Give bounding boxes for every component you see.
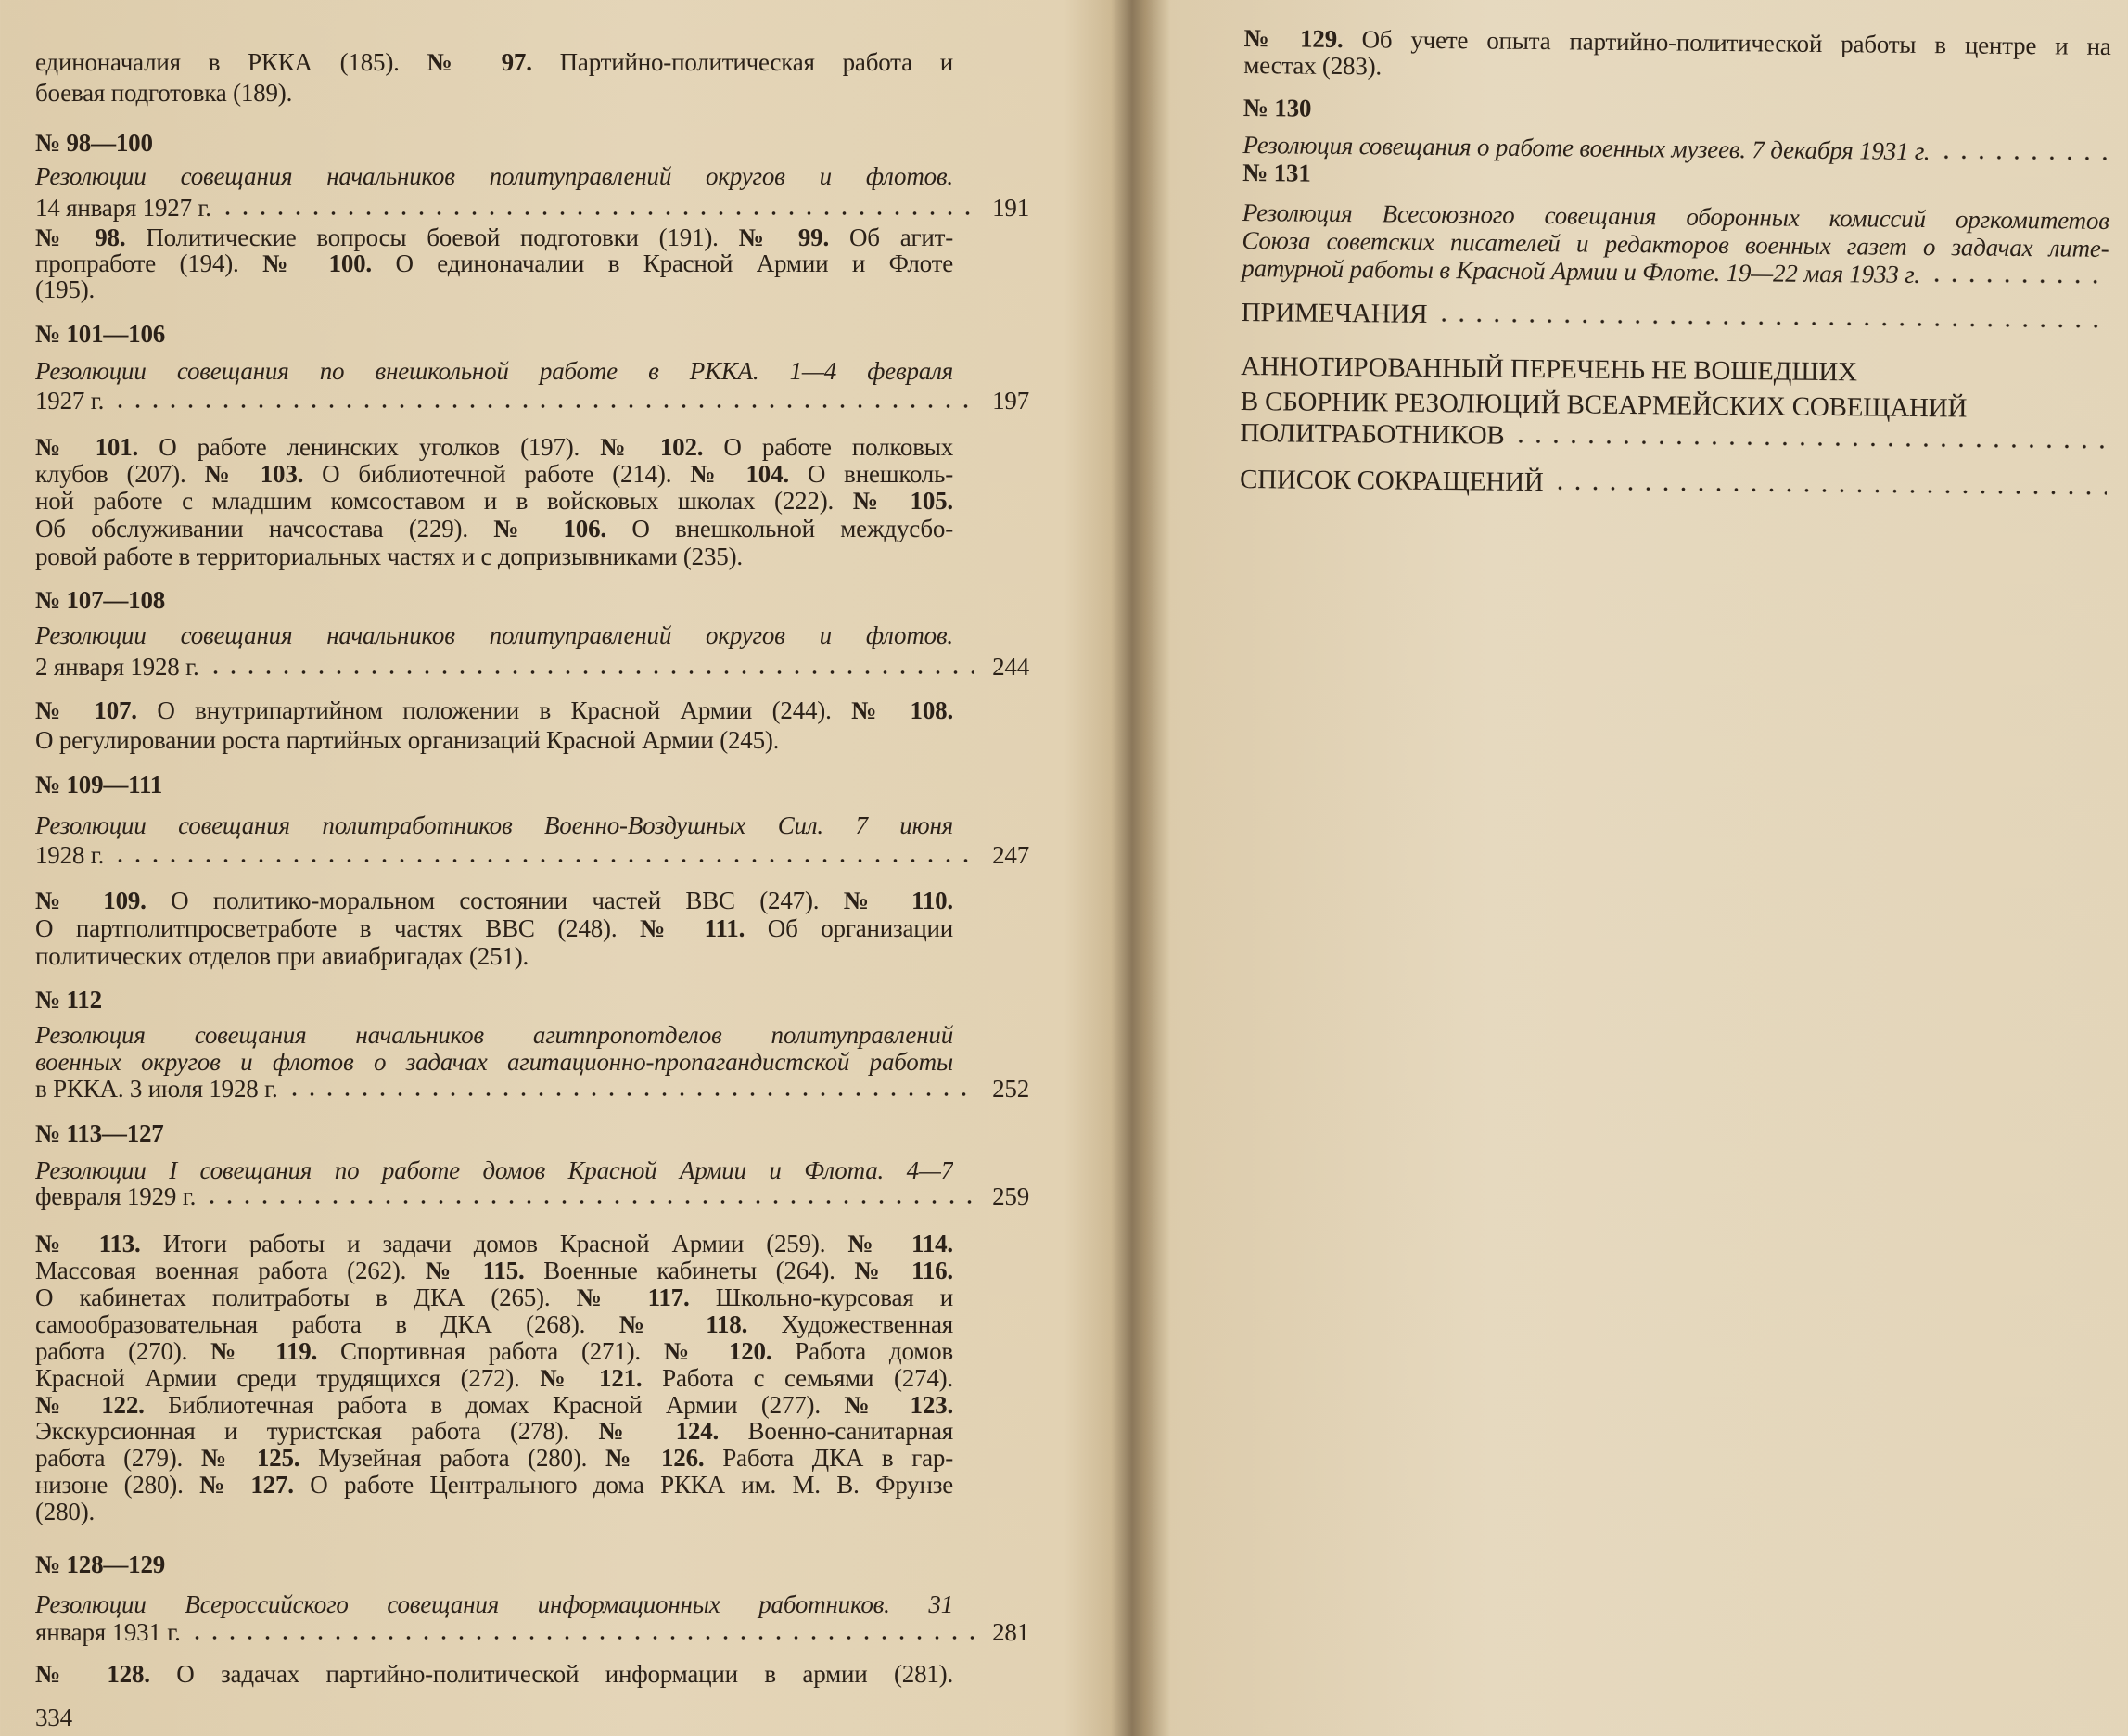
text-line: О партполитпросветработе в частях ВВС (248). № 111. Об организации bbox=[35, 914, 953, 942]
toc-entry bbox=[1240, 418, 2107, 456]
page-reference: 191 bbox=[992, 194, 1029, 222]
text-line: боевая подготовка (189). bbox=[35, 79, 293, 107]
entry-text: СПИСОК СОКРАЩЕНИЙ bbox=[1239, 464, 1544, 498]
dot-leader bbox=[188, 1635, 974, 1640]
page-reference: 259 bbox=[992, 1182, 1029, 1210]
entry-text: ПРИМЕЧАНИЯ bbox=[1241, 297, 1428, 329]
dot-leader bbox=[111, 858, 974, 863]
entry-text: февраля 1929 г. bbox=[35, 1182, 197, 1210]
page-number: 334 bbox=[35, 1704, 72, 1731]
section-heading: № 113—127 bbox=[35, 1119, 164, 1147]
entry-text: 1928 г. bbox=[35, 841, 105, 869]
text-line: Красной Армии среди трудящихся (272). № 121. Работа с семьями (274). bbox=[35, 1364, 953, 1392]
dot-leader bbox=[1550, 485, 2107, 496]
resolution-title-line: военных округов и флотов о задачах агитационно-пропагандистской работы bbox=[35, 1048, 953, 1076]
resolution-title-line bbox=[35, 652, 1029, 682]
toc-entry bbox=[1240, 465, 2107, 503]
resolution-title-line: Резолюции совещания по внешкольной работе в РККА. 1—4 февраля bbox=[35, 357, 953, 385]
dot-leader bbox=[111, 403, 974, 409]
text-line: № 113. Итоги работы и задачи домов Красной Армии (259). № 114. bbox=[35, 1230, 953, 1257]
entry-text: в РККА. 3 июля 1928 г. bbox=[35, 1075, 278, 1103]
resolution-title-line bbox=[35, 386, 1029, 415]
dot-leader bbox=[207, 670, 975, 675]
section-heading: № 101—106 bbox=[35, 320, 166, 348]
section-heading: № 98—100 bbox=[35, 129, 153, 157]
entry-text: января 1931 г. bbox=[35, 1618, 181, 1646]
resolution-title-line: Резолюции совещания начальников политуправлений округов и флотов. bbox=[35, 162, 953, 190]
dot-leader bbox=[203, 1199, 974, 1205]
resolution-title-line bbox=[35, 1074, 1029, 1104]
text-line: (280). bbox=[35, 1498, 96, 1525]
text-line: № 109. О политико-моральном состоянии частей ВВС (247). № 110. bbox=[35, 887, 953, 914]
resolution-title-line: Резолюция Всесоюзного совещания оборонных комиссий оргкомитетов bbox=[1242, 198, 2109, 235]
text-line: Экскурсионная и туристская работа (278). № 124. Военно-санитарная bbox=[35, 1417, 953, 1445]
text-line: Массовая военная работа (262). № 115. Военные кабинеты (264). № 116. bbox=[35, 1257, 953, 1284]
text-line: местах (283). bbox=[1243, 50, 1383, 81]
resolution-title-line: Союза советских писателей и редакторов военных газет о задачах лите- bbox=[1242, 225, 2109, 262]
section-heading: № 131 bbox=[1242, 158, 1311, 187]
dot-leader bbox=[219, 211, 974, 216]
dot-leader bbox=[1937, 154, 2109, 161]
text-line: О регулировании роста партийных организаций Красной Армии (245). bbox=[35, 726, 780, 754]
text-line: клубов (207). № 103. О библиотечной работе (214). № 104. О внешколь- bbox=[35, 460, 953, 488]
text-line: политических отделов при авиабригадах (251). bbox=[35, 942, 529, 970]
text-line: № 107. О внутрипартийном положении в Красной Армии (244). № 108. bbox=[35, 696, 953, 724]
section-heading: № 112 bbox=[35, 986, 102, 1014]
section-heading: № 107—108 bbox=[35, 586, 166, 614]
toc-entry bbox=[1242, 298, 2109, 336]
text-line: О кабинетах политработы в ДКА (265). № 117. Школьно-курсовая и bbox=[35, 1283, 953, 1311]
resolution-title-line: Резолюции I совещания по работе домов Красной Армии и Флота. 4—7 bbox=[35, 1156, 953, 1184]
text-line: низоне (280). № 127. О работе Центрального дома РККА им. М. В. Фрунзе bbox=[35, 1471, 953, 1499]
resolution-title-line bbox=[35, 193, 1029, 223]
resolution-title-line: Резолюции совещания политработников Военно-Воздушных Сил. 7 июня bbox=[35, 811, 953, 839]
entry-text: ПОЛИТРАБОТНИКОВ bbox=[1240, 417, 1505, 451]
dot-leader bbox=[1434, 317, 2108, 329]
resolution-title-line bbox=[35, 1181, 1029, 1211]
text-line: № 128. О задачах партийно-политической информации в армии (281). bbox=[35, 1660, 953, 1688]
resolution-title-line: Резолюция совещания начальников агитпропотделов политуправлений bbox=[35, 1021, 953, 1049]
page-reference: 197 bbox=[992, 387, 1029, 415]
text-line: ной работе с младшим комсоставом и в войсковых школах (222). № 105. bbox=[35, 487, 953, 515]
text-line: Об обслуживании начсостава (229). № 106. О внешкольной междусбо- bbox=[35, 515, 953, 542]
text-line: № 129. Об учете опыта партийно-политической работы в центре и на bbox=[1243, 23, 2111, 60]
resolution-title-line bbox=[35, 1617, 1029, 1647]
text-line: (195). bbox=[35, 275, 96, 303]
dot-leader bbox=[286, 1091, 975, 1097]
entry-text: 1927 г. bbox=[35, 387, 105, 415]
text-line: единоначалия в РККА (185). № 97. Партийно-политическая работа и bbox=[35, 48, 953, 76]
text-line: работа (270). № 119. Спортивная работа (271). № 120. Работа домов bbox=[35, 1337, 953, 1365]
entry-text: Резолюция совещания о работе военных музеев. 7 декабря 1931 г. bbox=[1242, 130, 1930, 166]
section-heading: № 128—129 bbox=[35, 1551, 166, 1578]
page-reference: 247 bbox=[992, 841, 1029, 869]
text-line: работа (279). № 125. Музейная работа (280). № 126. Работа ДКА в гар- bbox=[35, 1444, 953, 1472]
page-reference: 252 bbox=[992, 1075, 1029, 1103]
section-heading: № 130 bbox=[1242, 93, 1312, 122]
page-reference: 281 bbox=[992, 1618, 1029, 1646]
entry-text: ратурной работы в Красной Армии и Флоте. 19—22 мая 1933 г. bbox=[1242, 253, 1920, 288]
text-line: № 101. О работе ленинских уголков (197). № 102. О работе полковых bbox=[35, 433, 953, 461]
page-reference: 244 bbox=[992, 653, 1029, 681]
section-heading: № 109—111 bbox=[35, 771, 163, 798]
dot-leader bbox=[1928, 277, 2109, 285]
text-line: пропработе (194). № 100. О единоначалии в Красной Армии и Флоте bbox=[35, 249, 953, 277]
resolution-title-line: Резолюции Всероссийского совещания информационных работников. 31 bbox=[35, 1590, 953, 1618]
text-line: № 122. Библиотечная работа в домах Красной Армии (277). № 123. bbox=[35, 1391, 953, 1419]
text-line: № 98. Политические вопросы боевой подготовки (191). № 99. Об агит- bbox=[35, 223, 953, 251]
entry-text: 14 января 1927 г. bbox=[35, 194, 211, 222]
entry-text: 2 января 1928 г. bbox=[35, 653, 199, 681]
text-line: АННОТИРОВАННЫЙ ПЕРЕЧЕНЬ НЕ ВОШЕДШИХ bbox=[1241, 351, 1858, 388]
right-page bbox=[1133, 0, 2128, 1736]
dot-leader bbox=[1511, 439, 2107, 450]
resolution-title-line: Резолюции совещания начальников политуправлений округов и флотов. bbox=[35, 621, 953, 649]
text-line: ровой работе в территориальных частях и с допризывниками (235). bbox=[35, 542, 743, 570]
text-line: самообразовательная работа в ДКА (268). № 118. Художественная bbox=[35, 1310, 953, 1338]
text-line: В СБОРНИК РЕЗОЛЮЦИЙ ВСЕАРМЕЙСКИХ СОВЕЩАНИЙ bbox=[1240, 386, 1968, 424]
resolution-title-line bbox=[35, 840, 1029, 870]
